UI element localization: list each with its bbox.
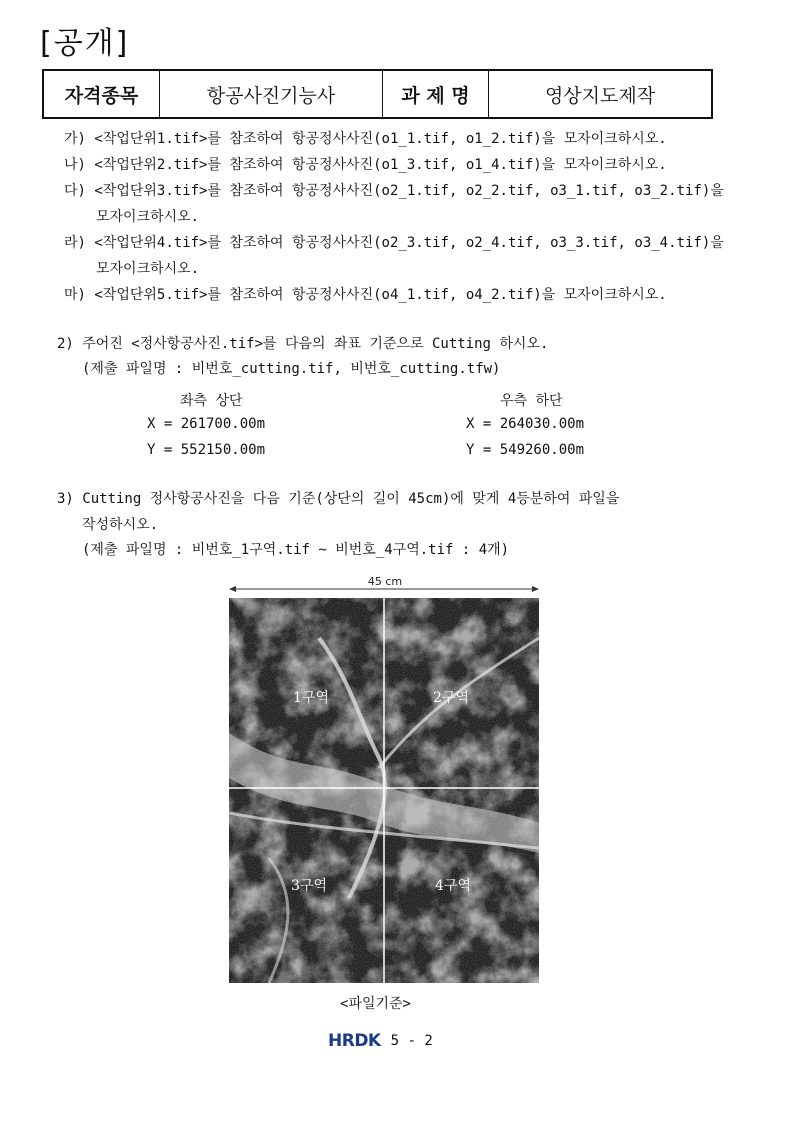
zone-3-label: 3구역: [291, 878, 327, 894]
section3-instruction: 3) Cutting 정사항공사진을 다음 기준(상단의 길이 45cm)에 맞게 4등분하여 파일을: [57, 491, 620, 507]
upper-left-heading: 좌측 상단: [180, 393, 243, 409]
hrdk-logo: HRDK: [328, 1031, 381, 1051]
zone-2-label: 2구역: [433, 690, 469, 706]
lower-right-heading: 우측 하단: [500, 393, 563, 409]
zone-4-label: 4구역: [435, 878, 471, 894]
list-item: 라) <작업단위4.tif>를 참조하여 항공정사사진(o2_3.tif, o2_4.tif, o3_3.tif, o3_4.tif)을: [64, 235, 724, 251]
aerial-photo: [229, 598, 539, 983]
section3-instruction-cont: 작성하시오.: [82, 517, 159, 533]
section2-instruction: 2) 주어진 <정사항공사진.tif>를 다음의 좌표 기준으로 Cutting 하시오.: [57, 336, 549, 352]
section2-filenames: (제출 파일명 : 비번호_cutting.tif, 비번호_cutting.tfw): [82, 361, 501, 377]
label-qualification: 자격종목: [43, 70, 160, 118]
dimension-label: 45 cm: [367, 575, 403, 588]
info-table: [42, 69, 713, 119]
value-task: 영상지도제작: [489, 70, 713, 118]
zone-1-label: 1구역: [293, 690, 329, 706]
lower-right-x: X = 264030.00m: [466, 416, 585, 432]
label-task: 과 제 명: [383, 70, 489, 118]
page-tag: [공개]: [40, 26, 130, 61]
value-qualification: 항공사진기능사: [160, 70, 383, 118]
list-item: 가) <작업단위1.tif>를 참조하여 항공정사사진(o1_1.tif, o1_2.tif)을 모자이크하시오.: [64, 131, 667, 147]
upper-left-y: Y = 552150.00m: [147, 442, 266, 458]
figure-caption: <파일기준>: [340, 996, 411, 1012]
page-number: 5 - 2: [390, 1033, 433, 1049]
list-item: 다) <작업단위3.tif>를 참조하여 항공정사사진(o2_1.tif, o2_2.tif, o3_1.tif, o3_2.tif)을: [64, 183, 724, 199]
upper-left-x: X = 261700.00m: [147, 416, 266, 432]
list-item: 모자이크하시오.: [96, 209, 200, 225]
lower-right-y: Y = 549260.00m: [466, 442, 585, 458]
list-item: 마) <작업단위5.tif>를 참조하여 항공정사사진(o4_1.tif, o4_2.tif)을 모자이크하시오.: [64, 287, 667, 303]
page-footer: [328, 1031, 433, 1051]
list-item: 모자이크하시오.: [96, 261, 200, 277]
dimension-arrow: [229, 573, 539, 595]
list-item: 나) <작업단위2.tif>를 참조하여 항공정사사진(o1_3.tif, o1_4.tif)을 모자이크하시오.: [64, 157, 667, 173]
section3-filenames: (제출 파일명 : 비번호_1구역.tif ~ 비번호_4구역.tif : 4개): [82, 542, 510, 558]
